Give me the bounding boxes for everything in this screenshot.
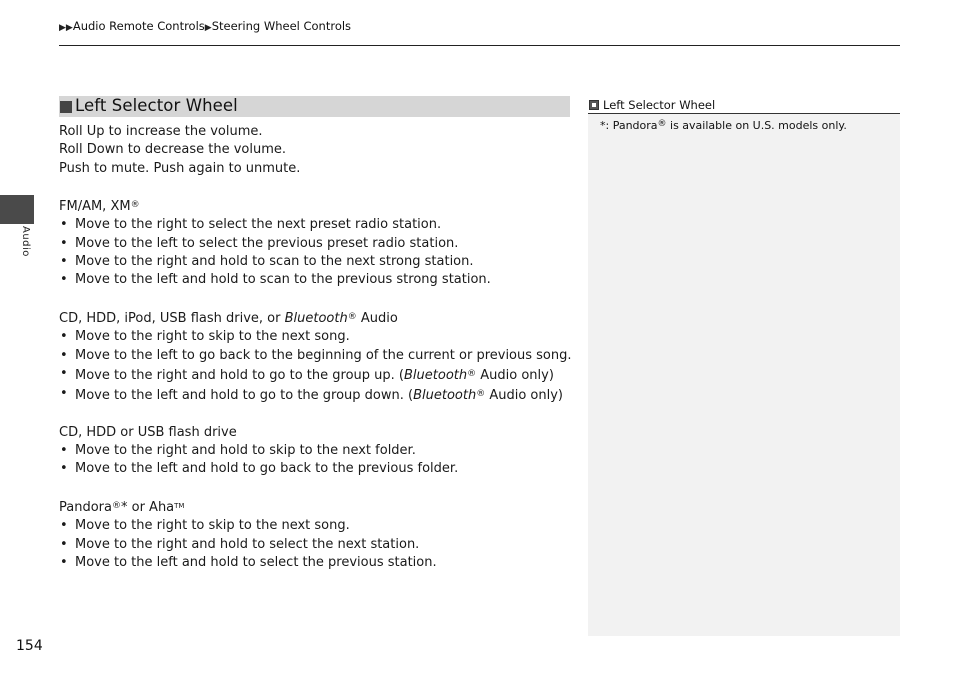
list-item: • Move to the right to skip to the next song. xyxy=(59,517,570,535)
cd-heading-text: CD, HDD, iPod, USB flash drive, or xyxy=(59,310,285,326)
sidebar-note xyxy=(588,114,900,132)
list-item: • Move to the left and hold to select the previous station. xyxy=(59,554,570,572)
list-item-suffix: Audio only) xyxy=(476,367,554,383)
chapter-tab-label: Audio xyxy=(20,226,31,257)
sidebar-header xyxy=(588,96,900,113)
bluetooth-text: Bluetooth xyxy=(413,388,477,404)
intro-line: Push to mute. Push again to unmute. xyxy=(59,160,301,176)
list-item: • Move to the left to go back to the beginning of the current or previous song. xyxy=(59,347,570,365)
list-item: • Move to the right and hold to skip to the next folder. xyxy=(59,442,570,460)
trademark-mark: TM xyxy=(174,501,185,510)
registered-mark: ® xyxy=(347,311,357,322)
sidebar-note-text: *: Pandora xyxy=(600,119,658,132)
breadcrumb-arrow-icon: ▶ xyxy=(204,23,212,33)
bluetooth-text: Bluetooth xyxy=(404,367,468,383)
breadcrumb-arrow-icon: ▶▶ xyxy=(59,23,73,33)
list-item: • Move to the right to skip to the next song. xyxy=(59,328,570,346)
pandora-heading-text: Pandora xyxy=(59,499,112,515)
list-item xyxy=(59,365,570,385)
header-rule xyxy=(59,45,900,46)
pandora-list xyxy=(59,517,570,572)
cd-heading xyxy=(59,308,570,328)
pandora-heading-mid: * or Aha xyxy=(120,499,175,515)
cd-heading-suffix: Audio xyxy=(356,310,398,326)
section-header xyxy=(59,96,570,117)
breadcrumb xyxy=(59,19,351,33)
sidebar-notes xyxy=(588,96,900,636)
folder-list xyxy=(59,442,570,479)
registered-mark: ® xyxy=(130,200,140,211)
folder-heading: CD, HDD or USB flash drive xyxy=(59,424,237,440)
bluetooth-text: Bluetooth xyxy=(284,310,348,326)
main-content xyxy=(59,96,570,572)
list-item xyxy=(59,385,570,405)
intro-line: Roll Down to decrease the volume. xyxy=(59,142,286,158)
pandora-heading xyxy=(59,497,570,517)
breadcrumb-item-steering-wheel-controls[interactable]: Steering Wheel Controls xyxy=(211,19,352,33)
list-item: • Move to the left to select the previous preset radio station. xyxy=(59,235,570,253)
registered-mark: ® xyxy=(657,119,667,129)
registered-mark: ® xyxy=(467,368,477,379)
list-item-text: Move to the right and hold to go to the group up. ( xyxy=(75,367,404,383)
list-item: • Move to the left and hold to scan to the previous strong station. xyxy=(59,271,570,289)
list-item-suffix: Audio only) xyxy=(485,388,563,404)
breadcrumb-item-audio-remote-controls[interactable]: Audio Remote Controls xyxy=(72,19,205,33)
section-square-icon xyxy=(60,101,72,113)
list-item: • Move to the right to select the next preset radio station. xyxy=(59,216,570,234)
fm-list xyxy=(59,216,570,289)
list-item: • Move to the right and hold to scan to the next strong station. xyxy=(59,253,570,271)
list-item: • Move to the right and hold to select the next station. xyxy=(59,536,570,554)
list-item-text: Move to the left and hold to go to the group down. ( xyxy=(75,388,414,404)
sidebar-title: Left Selector Wheel xyxy=(603,97,716,112)
reference-icon xyxy=(589,100,599,110)
chapter-tab xyxy=(0,195,34,224)
cd-list xyxy=(59,328,570,405)
registered-mark: ® xyxy=(111,500,121,511)
registered-mark: ® xyxy=(476,389,486,400)
page-number: 154 xyxy=(16,638,43,654)
list-item: • Move to the left and hold to go back to the previous folder. xyxy=(59,460,570,478)
fm-heading xyxy=(59,196,570,216)
sidebar-note-suffix: is available on U.S. models only. xyxy=(666,119,847,132)
intro-line: Roll Up to increase the volume. xyxy=(59,124,263,139)
fm-heading-text: FM/AM, XM xyxy=(59,199,131,215)
section-title: Left Selector Wheel xyxy=(75,96,238,116)
